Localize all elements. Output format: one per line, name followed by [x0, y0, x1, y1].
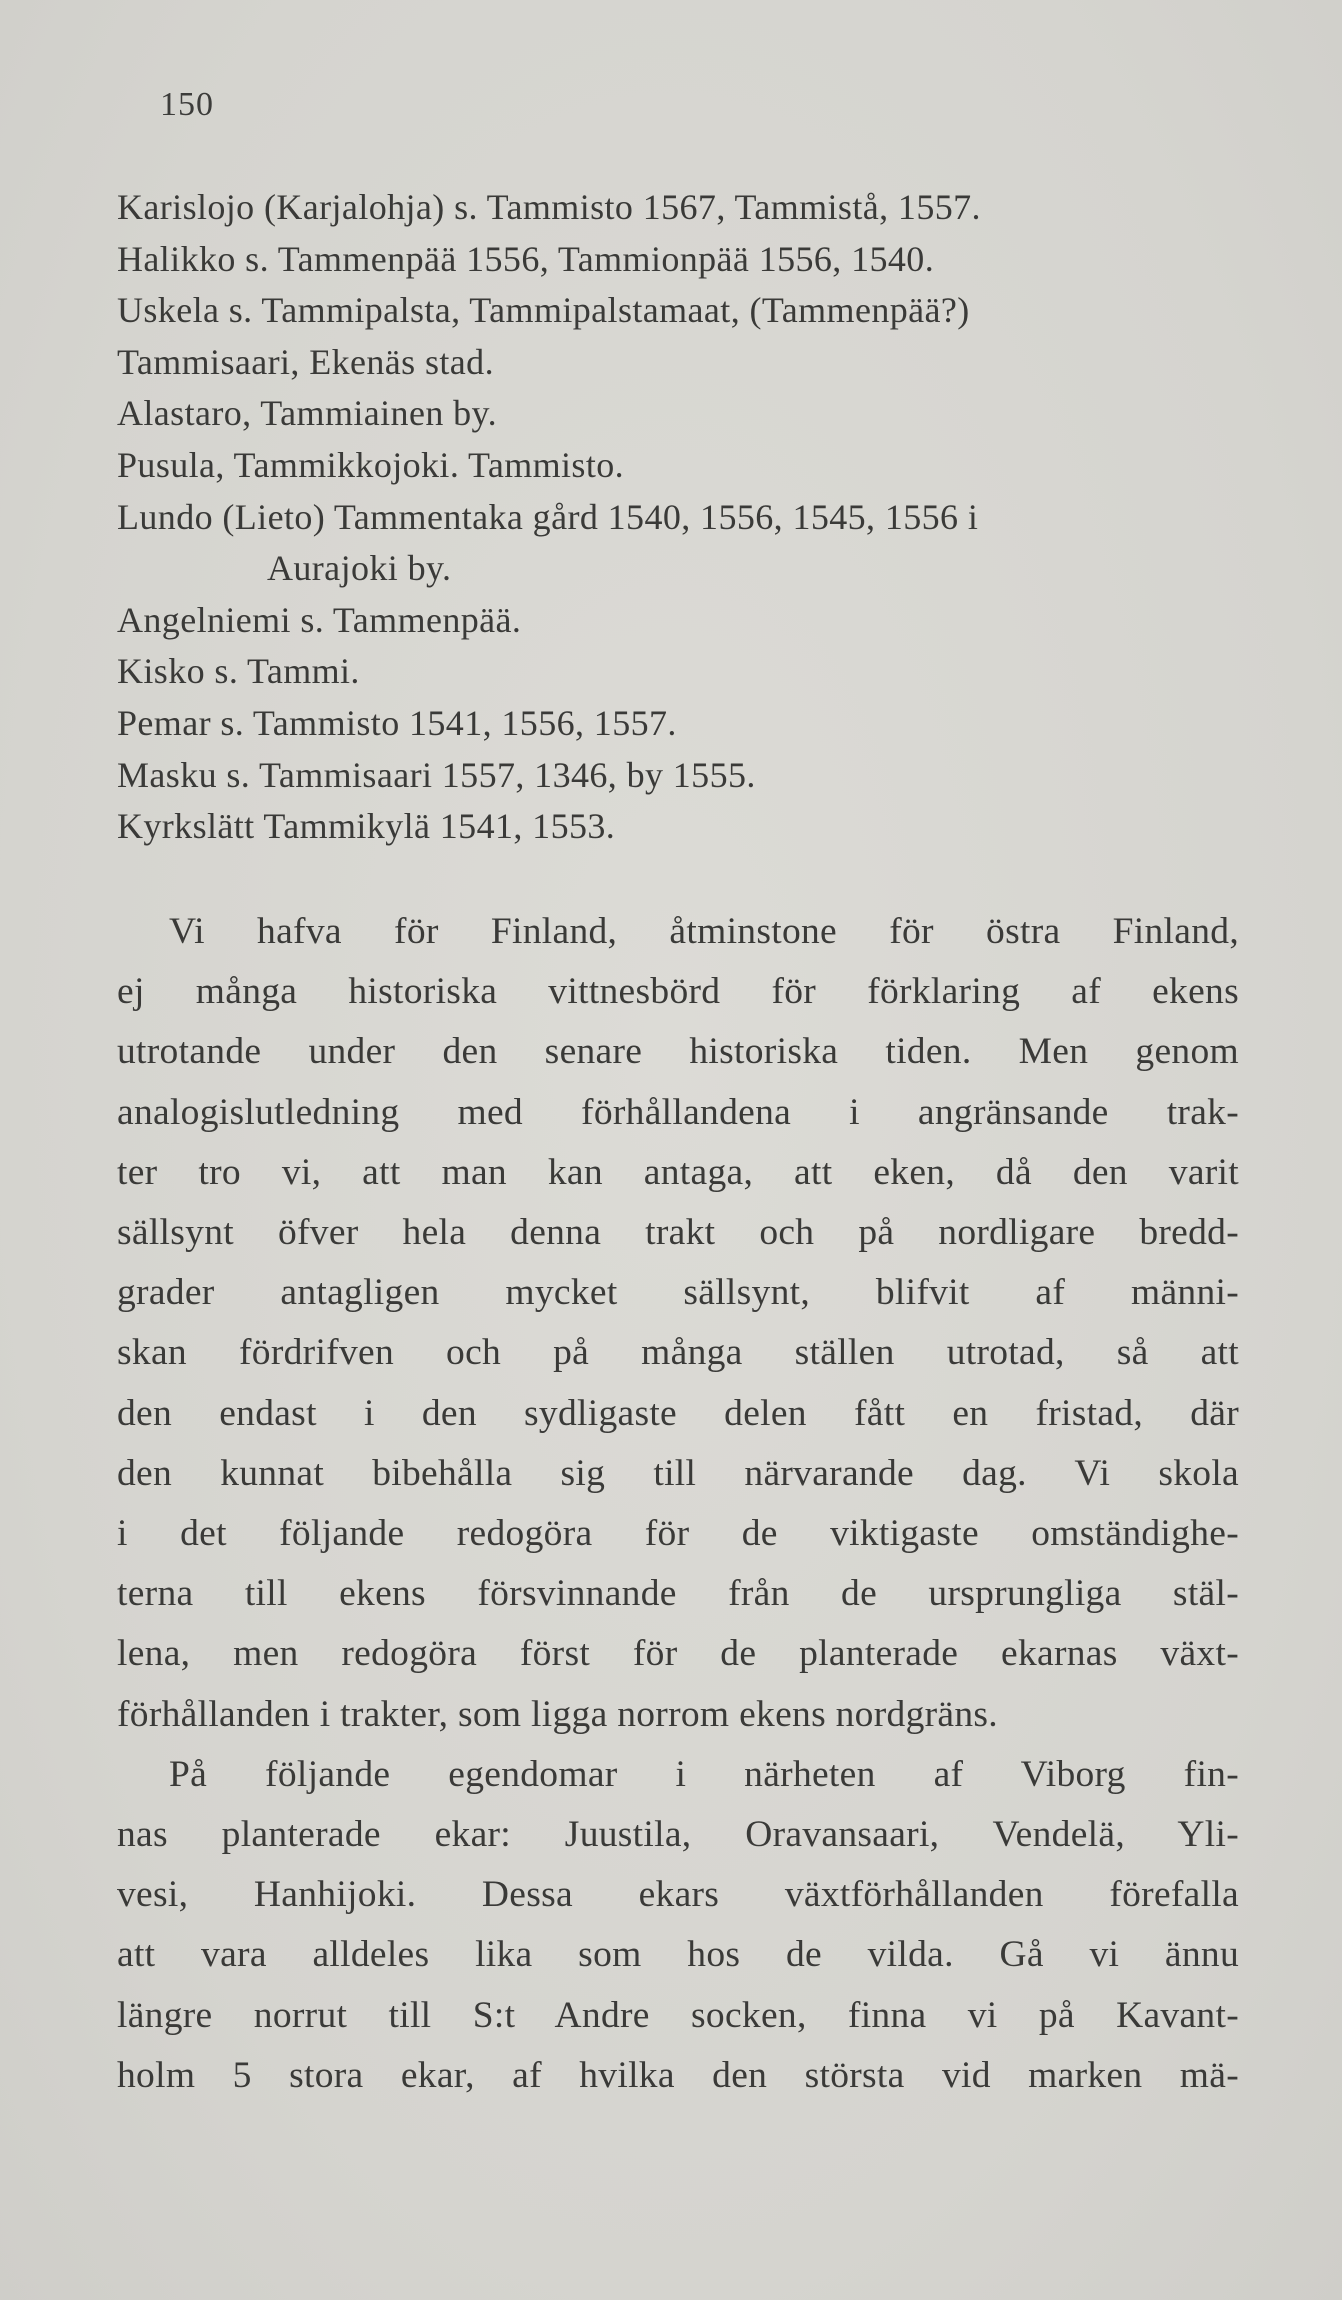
list-item: Masku s. Tammisaari 1557, 1346, by 1555.	[117, 754, 756, 795]
text-line: förhållanden i trakter, som ligga norrom ekens nordgräns.	[117, 1693, 998, 1735]
list-item: Pemar s. Tammisto 1541, 1556, 1557.	[117, 702, 677, 743]
text-line: sällsynt öfver hela denna trakt och på nordligare bredd-	[117, 1212, 1239, 1254]
list-item: Halikko s. Tammenpää 1556, Tammionpää 1556, 1540.	[117, 238, 935, 279]
text-line: ter tro vi, att man kan antaga, att eken, då den varit	[117, 1151, 1239, 1193]
list-item: Angelniemi s. Tammenpää.	[117, 599, 522, 640]
text-line: skan fördrifven och på många ställen utrotad, så att	[117, 1332, 1239, 1374]
text-line: den endast i den sydligaste delen fått en fristad, där	[117, 1392, 1239, 1434]
text-line: ej många historiska vittnesbörd för förklaring af ekens	[117, 971, 1239, 1013]
list-item: Karislojo (Karjalohja) s. Tammisto 1567, Tammistå, 1557.	[117, 187, 981, 227]
list-item: Lundo (Lieto) Tammentaka gård 1540, 1556, 1545, 1556 i	[117, 496, 979, 537]
list-item: Alastaro, Tammiainen by.	[117, 393, 497, 434]
text-line: utrotande under den senare historiska tiden. Men genom	[117, 1031, 1239, 1073]
text-line: terna till ekens försvinnande från de ursprungliga stäl-	[117, 1573, 1239, 1615]
text-line: den kunnat bibehålla sig till närvarande dag. Vi skola	[117, 1452, 1239, 1494]
text-line: längre norrut till S:t Andre socken, finna vi på Kavant-	[117, 1994, 1239, 2036]
list-item-continuation: Aurajoki by.	[267, 548, 452, 589]
text-line: grader antagligen mycket sällsynt, blifvit af männi-	[117, 1272, 1239, 1314]
text-line: lena, men redogöra först för de planterade ekarnas växt-	[117, 1633, 1239, 1675]
text-line: holm 5 stora ekar, af hvilka den största vid marken mä-	[117, 2054, 1239, 2096]
list-item: Pusula, Tammikkojoki. Tammisto.	[117, 444, 625, 485]
text-line: att vara alldeles lika som hos de vilda. Gå vi ännu	[117, 1934, 1239, 1976]
text-line: nas planterade ekar: Juustila, Oravansaari, Vendelä, Yli-	[117, 1814, 1239, 1856]
list-item: Uskela s. Tammipalsta, Tammipalstamaat, (Tammenpää?)	[117, 290, 970, 331]
paragraph-1	[117, 902, 1239, 1745]
list-item: Kyrkslätt Tammikylä 1541, 1553.	[117, 806, 616, 847]
text-line: På följande egendomar i närheten af Viborg fin-	[169, 1753, 1239, 1795]
text-line: Vi hafva för Finland, åtminstone för östra Finland,	[169, 911, 1239, 952]
list-item: Tammisaari, Ekenäs stad.	[117, 341, 494, 382]
text-line: analogislutledning med förhållandena i angränsande trak-	[117, 1091, 1239, 1133]
text-line: vesi, Hanhijoki. Dessa ekars växtförhållanden förefalla	[117, 1874, 1239, 1916]
body-text	[117, 902, 1239, 2106]
list-item: Kisko s. Tammi.	[117, 651, 360, 692]
paragraph-2	[117, 1745, 1239, 2106]
place-name-list	[117, 182, 1257, 853]
page-number: 150	[160, 86, 214, 123]
text-line: i det följande redogöra för de viktigaste omständighe-	[117, 1513, 1239, 1555]
